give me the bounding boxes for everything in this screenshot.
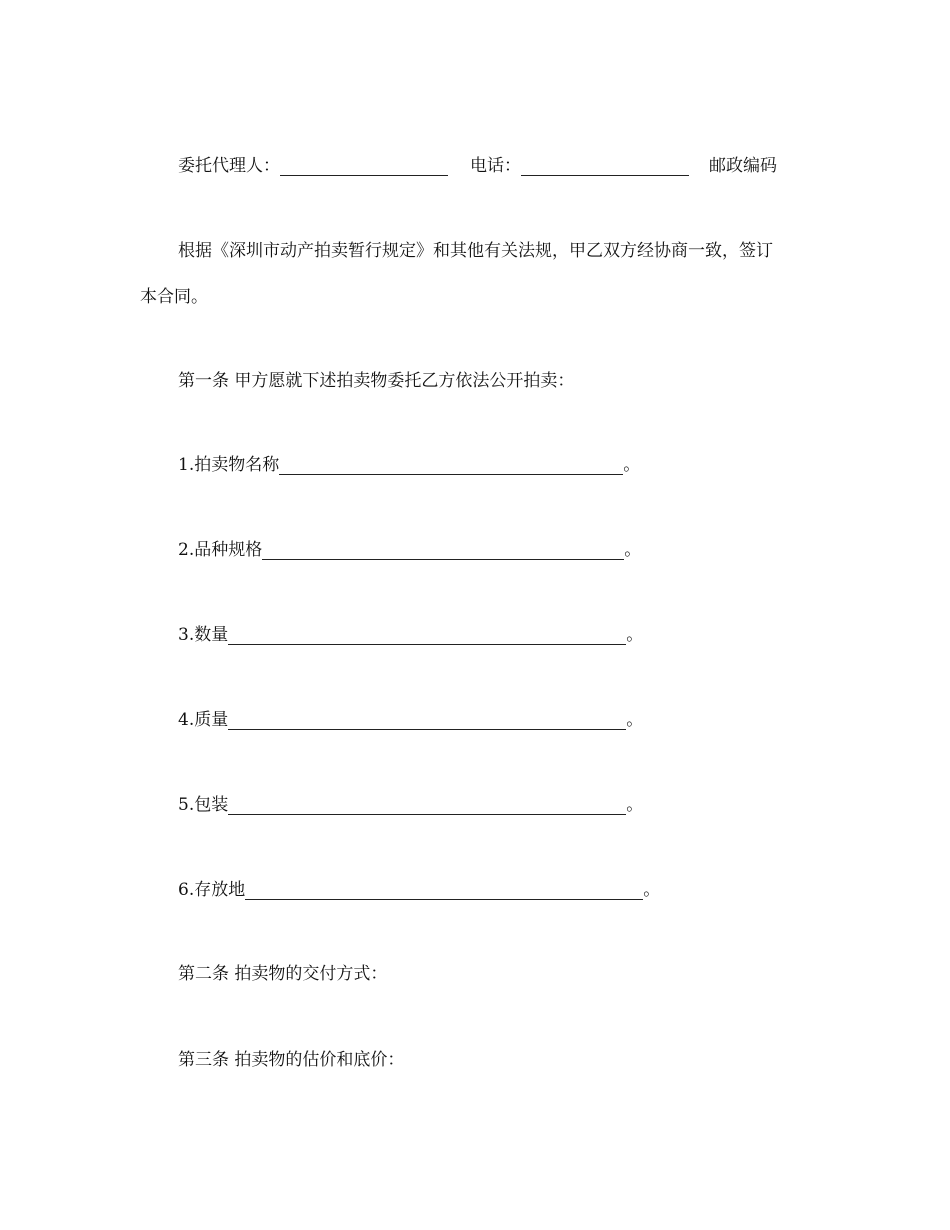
item-quantity-blank[interactable] bbox=[228, 626, 626, 645]
item-spec-label: 2.品种规格 bbox=[178, 540, 263, 560]
article-3-title: 第三条 拍卖物的估价和底价： bbox=[178, 1050, 405, 1070]
postcode-label: 邮政编码 bbox=[709, 156, 777, 176]
agent-contact-line bbox=[178, 156, 777, 176]
item-storage-label: 6.存放地 bbox=[178, 880, 246, 900]
phone-label: 电话： bbox=[470, 156, 521, 176]
item-packaging-blank[interactable] bbox=[228, 796, 626, 815]
item-spec-blank[interactable] bbox=[262, 541, 624, 560]
end-mark: 。 bbox=[626, 625, 644, 645]
item-name-line bbox=[178, 455, 640, 475]
item-quality-line bbox=[178, 710, 643, 730]
item-quantity-line bbox=[178, 625, 643, 645]
end-mark: 。 bbox=[624, 540, 642, 560]
agent-blank[interactable] bbox=[280, 157, 448, 176]
article-2-title: 第二条 拍卖物的交付方式： bbox=[178, 964, 388, 984]
intro-line-1: 根据《深圳市动产拍卖暂行规定》和其他有关法规，甲乙双方经协商一致，签订 bbox=[178, 241, 773, 261]
item-quality-blank[interactable] bbox=[228, 711, 626, 730]
agent-label: 委托代理人： bbox=[178, 156, 280, 176]
item-packaging-label: 5.包装 bbox=[178, 795, 229, 815]
item-spec-line bbox=[178, 540, 641, 560]
item-name-label: 1.拍卖物名称 bbox=[178, 455, 280, 475]
article-1-title: 第一条 甲方愿就下述拍卖物委托乙方依法公开拍卖： bbox=[178, 371, 575, 391]
end-mark: 。 bbox=[643, 880, 661, 900]
end-mark: 。 bbox=[626, 710, 644, 730]
item-storage-blank[interactable] bbox=[245, 881, 643, 900]
item-packaging-line bbox=[178, 795, 643, 815]
end-mark: 。 bbox=[626, 795, 644, 815]
item-quantity-label: 3.数量 bbox=[178, 625, 229, 645]
phone-blank[interactable] bbox=[521, 157, 689, 176]
item-storage-line bbox=[178, 880, 660, 900]
item-name-blank[interactable] bbox=[279, 456, 623, 475]
item-quality-label: 4.质量 bbox=[178, 710, 229, 730]
end-mark: 。 bbox=[623, 455, 641, 475]
intro-line-2: 本合同。 bbox=[140, 287, 208, 307]
